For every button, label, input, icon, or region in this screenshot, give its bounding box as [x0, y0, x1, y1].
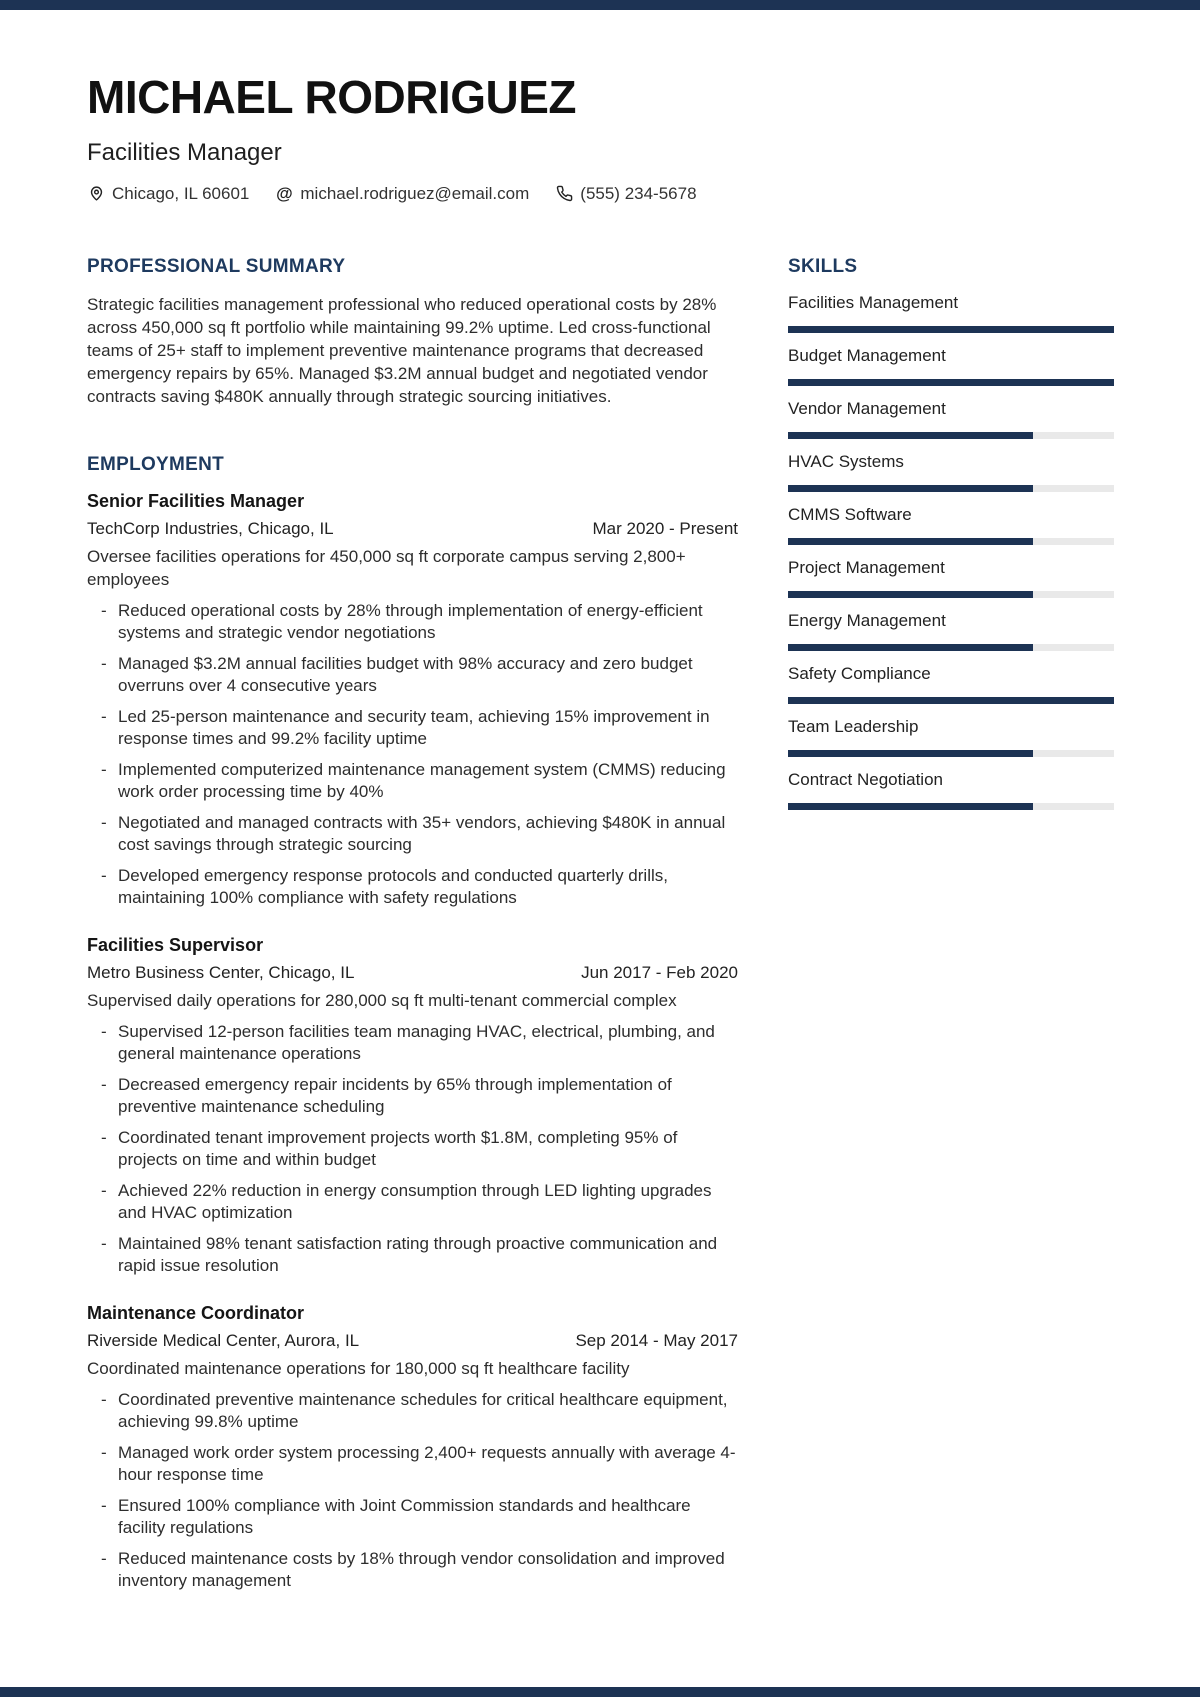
skill-bar-track: [788, 485, 1114, 492]
skill-item: [788, 399, 1114, 439]
bullet-marker: -: [101, 759, 107, 779]
skill-label: Team Leadership: [788, 716, 919, 736]
job-bullet: [87, 653, 738, 697]
job-bullet: [87, 865, 738, 909]
bullet-marker: -: [101, 1180, 107, 1200]
bullet-text: Implemented computerized maintenance management system (CMMS) reducing work order processing time by 40%: [118, 759, 726, 801]
phone-icon: [555, 185, 573, 203]
skill-bar-fill: [788, 326, 1114, 333]
bullet-marker: -: [101, 1074, 107, 1094]
resume-header: [87, 72, 1113, 204]
skill-item: [788, 293, 1114, 333]
contact-location: [87, 184, 249, 204]
skill-label: Project Management: [788, 557, 945, 577]
job-description: Coordinated maintenance operations for 180,000 sq ft healthcare facility: [87, 1358, 630, 1378]
skill-bar-track: [788, 326, 1114, 333]
job-entry: [87, 1303, 738, 1592]
contact-row: [87, 184, 1113, 204]
skill-item: [788, 770, 1114, 810]
skill-label: Contract Negotiation: [788, 769, 943, 789]
body-columns: [87, 256, 1113, 1592]
bullet-marker: -: [101, 1127, 107, 1147]
job-bullet: [87, 1389, 738, 1433]
bullet-text: Negotiated and managed contracts with 35+ vendors, achieving $480K in annual cost savings through strategic sourcing: [118, 812, 726, 854]
job-bullets: [87, 1389, 738, 1592]
job-description: Supervised daily operations for 280,000 sq ft multi-tenant commercial complex: [87, 990, 677, 1010]
candidate-title: Facilities Manager: [87, 138, 282, 166]
bullet-text: Developed emergency response protocols and conducted quarterly drills, maintaining 100% compliance with safety regulations: [118, 865, 668, 907]
email-icon: @: [276, 184, 293, 204]
email-text: michael.rodriguez@email.com: [300, 183, 530, 203]
company-row: [87, 519, 738, 539]
bottom-accent-bar: [0, 1687, 1200, 1697]
skill-bar-fill: [788, 379, 1114, 386]
skill-label: Budget Management: [788, 345, 946, 365]
company-row: [87, 1331, 738, 1351]
skills-heading: SKILLS: [788, 255, 858, 277]
bullet-text: Reduced operational costs by 28% through implementation of energy-efficient systems and strategic vendor negotiations: [118, 600, 703, 642]
job-bullet: [87, 1495, 738, 1539]
job-bullet: [87, 1127, 738, 1171]
bullet-text: Reduced maintenance costs by 18% through vendor consolidation and improved inventory management: [118, 1548, 725, 1590]
main-column: [87, 256, 738, 1592]
skill-bar-fill: [788, 750, 1033, 757]
skill-item: [788, 664, 1114, 704]
bullet-marker: -: [101, 653, 107, 673]
job-title: Maintenance Coordinator: [87, 1302, 305, 1323]
skill-label: Safety Compliance: [788, 663, 931, 683]
job-company: TechCorp Industries, Chicago, IL: [87, 518, 334, 538]
skill-item: [788, 717, 1114, 757]
job-bullet: [87, 600, 738, 644]
job-bullet: [87, 1233, 738, 1277]
bullet-text: Maintained 98% tenant satisfaction rating through proactive communication and rapid issue resolution: [118, 1233, 718, 1275]
job-title: Facilities Supervisor: [87, 934, 264, 955]
skill-bar-track: [788, 432, 1114, 439]
bullet-marker: -: [101, 600, 107, 620]
job-company: Metro Business Center, Chicago, IL: [87, 962, 355, 982]
skill-item: [788, 452, 1114, 492]
skill-item: [788, 558, 1114, 598]
bullet-marker: -: [101, 812, 107, 832]
skill-bar-track: [788, 750, 1114, 757]
bullet-text: Managed work order system processing 2,400+ requests annually with average 4-hour response time: [118, 1442, 736, 1484]
phone-text: (555) 234-5678: [580, 183, 697, 203]
skill-bar-fill: [788, 538, 1033, 545]
skill-bar-track: [788, 591, 1114, 598]
job-bullets: [87, 600, 738, 909]
job-entry: [87, 491, 738, 909]
location-text: Chicago, IL 60601: [112, 183, 250, 203]
bullet-marker: -: [101, 1389, 107, 1409]
skill-label: Energy Management: [788, 610, 946, 630]
job-bullet: [87, 1442, 738, 1486]
bullet-text: Coordinated tenant improvement projects worth $1.8M, completing 95% of projects on time and within budget: [118, 1127, 678, 1169]
skill-bar-track: [788, 697, 1114, 704]
skill-bar-track: [788, 644, 1114, 651]
skill-label: Vendor Management: [788, 398, 946, 418]
job-bullet: [87, 759, 738, 803]
employment-section: [87, 454, 738, 1592]
job-dates: Jun 2017 - Feb 2020: [581, 962, 738, 982]
skill-bar-track: [788, 538, 1114, 545]
skill-bar-track: [788, 803, 1114, 810]
skills-column: [788, 256, 1114, 1592]
skill-label: CMMS Software: [788, 504, 912, 524]
bullet-marker: -: [101, 1021, 107, 1041]
skill-item: [788, 611, 1114, 651]
top-accent-bar: [0, 0, 1200, 10]
bullet-text: Decreased emergency repair incidents by 65% through implementation of preventive maintenance scheduling: [118, 1074, 672, 1116]
skill-bar-fill: [788, 591, 1033, 598]
skill-item: [788, 505, 1114, 545]
candidate-name: MICHAEL RODRIGUEZ: [87, 71, 576, 123]
bullet-text: Achieved 22% reduction in energy consumption through LED lighting upgrades and HVAC optimization: [118, 1180, 712, 1222]
job-bullet: [87, 1180, 738, 1224]
job-title: Senior Facilities Manager: [87, 490, 305, 511]
skill-bar-fill: [788, 697, 1114, 704]
location-icon: [87, 185, 105, 203]
bullet-text: Supervised 12-person facilities team managing HVAC, electrical, plumbing, and general maintenance operations: [118, 1021, 715, 1063]
jobs-container: [87, 491, 738, 1592]
job-bullet: [87, 812, 738, 856]
summary-section: [87, 256, 738, 408]
summary-heading: PROFESSIONAL SUMMARY: [87, 255, 346, 277]
job-company: Riverside Medical Center, Aurora, IL: [87, 1330, 360, 1350]
skill-label: HVAC Systems: [788, 451, 904, 471]
skill-label: Facilities Management: [788, 292, 959, 312]
bullet-text: Managed $3.2M annual facilities budget with 98% accuracy and zero budget overruns over 4 consecutive years: [118, 653, 693, 695]
job-bullet: [87, 1021, 738, 1065]
skill-bar-fill: [788, 803, 1033, 810]
summary-text: Strategic facilities management professional who reduced operational costs by 28% across 450,000 sq ft portfolio while maintaining 99.2% uptime. Led cross-functional teams of 25+ staff to implement preventive maintenance programs that decreased emergency repairs by 65%. Managed $3.2M annual budget and negotiated vendor contracts saving $480K annually through strategic sourcing initiatives.: [87, 294, 717, 406]
job-dates: Sep 2014 - May 2017: [575, 1330, 738, 1350]
job-dates: Mar 2020 - Present: [592, 518, 738, 538]
job-bullet: [87, 1074, 738, 1118]
job-bullets: [87, 1021, 738, 1277]
bullet-marker: -: [101, 1495, 107, 1515]
contact-phone: [555, 184, 696, 204]
job-bullet: [87, 1548, 738, 1592]
bullet-marker: -: [101, 1442, 107, 1462]
skill-bar-fill: [788, 432, 1033, 439]
contact-email: [275, 184, 529, 204]
job-description: Oversee facilities operations for 450,000 sq ft corporate campus serving 2,800+ employees: [87, 546, 686, 589]
bullet-marker: -: [101, 706, 107, 726]
company-row: [87, 963, 738, 983]
job-entry: [87, 935, 738, 1277]
job-bullet: [87, 706, 738, 750]
skills-container: [788, 293, 1114, 810]
bullet-text: Coordinated preventive maintenance schedules for critical healthcare equipment, achieving 99.8% uptime: [118, 1389, 728, 1431]
bullet-marker: -: [101, 1233, 107, 1253]
bullet-marker: -: [101, 1548, 107, 1568]
bullet-text: Led 25-person maintenance and security team, achieving 15% improvement in response times and 99.2% facility uptime: [118, 706, 710, 748]
bullet-text: Ensured 100% compliance with Joint Commission standards and healthcare facility regulations: [118, 1495, 691, 1537]
skill-bar-track: [788, 379, 1114, 386]
bullet-marker: -: [101, 865, 107, 885]
skill-bar-fill: [788, 644, 1033, 651]
skill-bar-fill: [788, 485, 1033, 492]
employment-heading: EMPLOYMENT: [87, 453, 225, 475]
skill-item: [788, 346, 1114, 386]
